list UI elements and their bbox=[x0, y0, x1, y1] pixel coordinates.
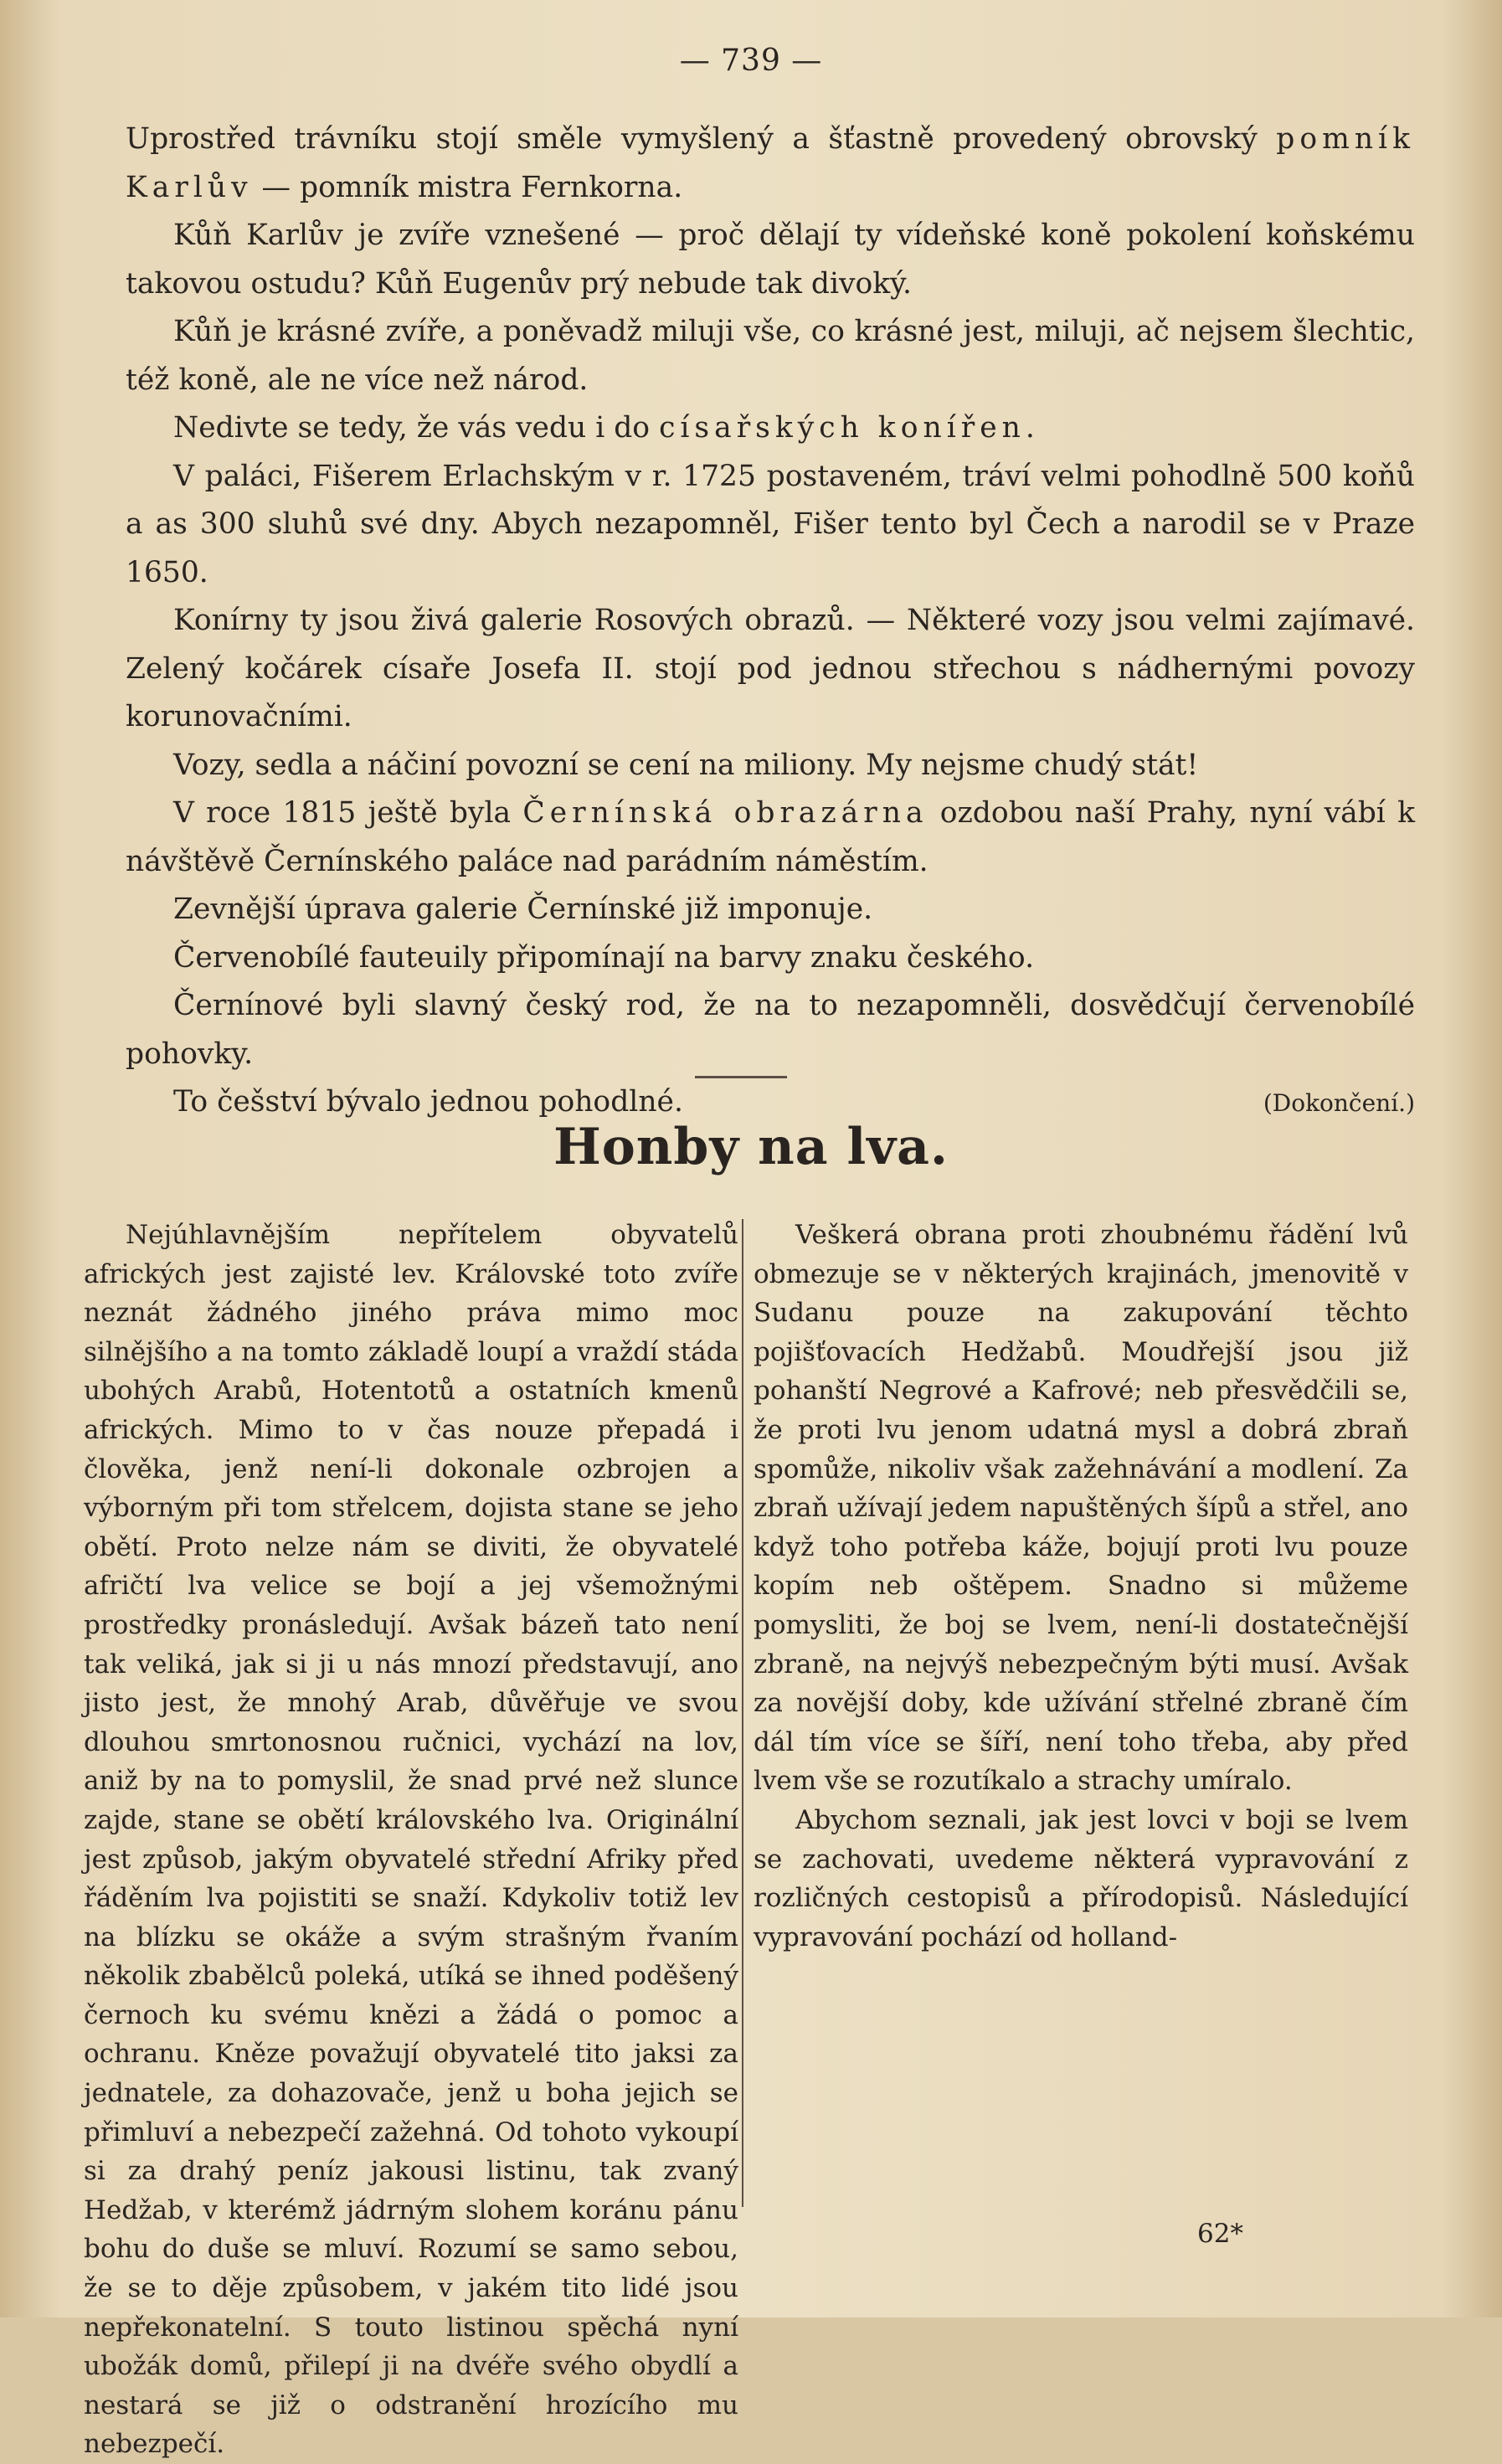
column-divider bbox=[742, 1219, 743, 2207]
paragraph: Vozy, sedla a náčiní povozní se cení na miliony. My nejsme chudý stát! bbox=[173, 748, 1199, 782]
spaced-emphasis: císařských konířen. bbox=[659, 411, 1040, 445]
text-run: Uprostřed trávníku stojí směle vymyšlený a šťastně provedený obrovský bbox=[126, 122, 1277, 156]
spaced-emphasis: Černínská obrazárna bbox=[522, 796, 928, 830]
paragraph bbox=[126, 790, 1415, 886]
paragraph: Zevnější úprava galerie Černínské již imponuje. bbox=[173, 892, 873, 926]
spaced-emphasis: pomník Karlův bbox=[126, 122, 1415, 204]
signature-mark: 62* bbox=[1197, 2219, 1243, 2249]
text-run: ozdobou naší Prahy, nyní vábí k návštěvě Černínského paláce nad parádním náměstím. bbox=[126, 796, 1415, 878]
paragraph bbox=[126, 404, 1415, 453]
paragraph: Konírny ty jsou živá galerie Rosových obrazů. — Některé vozy jsou velmi zajímavé. Zelený kočárek císaře Josefa II. stojí pod jednou střechou s nádhernými povozy korunovačními. bbox=[126, 604, 1415, 733]
text-run: — pomník mistra Fernkorna. bbox=[252, 170, 683, 204]
paragraph: Červenobílé fauteuily připomínají na barvy znaku českého. bbox=[173, 940, 1035, 975]
paragraph bbox=[126, 116, 1415, 212]
column-left bbox=[84, 1216, 738, 2464]
paragraph: Kůň Karlův je zvíře vznešené — proč dělají ty vídeňské koně pokolení koňskému takovou ostudu? Kůň Eugenův prý nebude tak divoký. bbox=[126, 219, 1415, 301]
paragraph: V paláci, Fišerem Erlachským v r. 1725 postaveném, tráví velmi pohodlně 500 koňů a as 300 sluhů své dny. Abych nezapomněl, Fišer tento byl Čech a narodil se v Praze 1650. bbox=[126, 459, 1415, 589]
article-continuation bbox=[126, 116, 1415, 1128]
section-divider bbox=[695, 1076, 787, 1078]
page-number: — 739 — bbox=[679, 44, 823, 78]
paragraph: Kůň je krásné zvíře, a poněvadž miluji vše, co krásné jest, miluji, ač nejsem šlechtic, též koně, ale ne více než národ. bbox=[126, 315, 1415, 397]
paragraph: Veškerá obrana proti zhoubnému řádění lvů obmezuje se v některých krajinách, jmenovitě v Sudanu pouze na zakupování těchto pojišťovacích Hedžabů. Moudřejší jsou již pohanští Negrové a Kafrové; neb přesvědčili se, že proti lvu jenom udatná mysl a dobrá zbraň spomůže, nikoliv však zažehnávání a modlení. Za zbraň užívají jedem napuštěných šípů a střel, ano když toho potřeba káže, bojují proti lvu pouze kopím neb oštěpem. Snadno si můžeme pomysliti, že boj se lvem, není-li dostatečnější zbraně, na nejvýš nebezpečným býti musí. Avšak za novější doby, kde užívání střelné zbraně čím dál tím více se šíří, není toho třeba, aby před lvem vše se rozutíkalo a strachy umíralo. bbox=[754, 1220, 1408, 1797]
paragraph: Nejúhlavnějším nepřítelem obyvatelů afrických jest zajisté lev. Královské toto zvíře neznát žádného jiného práva mimo moc silnějšího a na tomto základě loupí a vraždí stáda ubohých Arabů, Hotentotů a ostatních kmenů afrických. Mimo to v čas nouze přepadá i člověka, jenž není-li dokonale ozbrojen a výborným při tom střelcem, dojista stane se jeho obětí. Proto nelze nám se diviti, že obyvatelé afričtí lva velice se bojí a jej všemožnými prostředky pronásledují. Avšak bázeň tato není tak veliká, jak si ji u nás mnozí představují, ano jisto jest, že mnohý Arab, důvěřuje ve svou dlouhou smrtonosnou ručnici, vychází na lov, aniž by na to pomyslil, že snad prvé než slunce zajde, stane se obětí královského lva. Originální jest způsob, jakým obyvatelé střední Afriky před řáděním lva pojistiti se snaží. Kdykoliv totiž lev na blízku se okáže a svým strašným řvaním několik zbabělců poleká, utíká se ihned poděšený černoch ku svému knězi a žádá o pomoc a ochranu. Kněze považují obyvatelé tito jaksi za jednatele, za dohazovače, jenž u boha jejich se přimluví a nebezpečí zažehná. Od tohoto vykoupí si za drahý peníz jakousi listinu, tak zvaný Hedžab, v kterémž jádrným slohem koránu pánu bohu do duše se mluví. Rozumí se samo sebou, že se to děje způsobem, v jakém tito lidé jsou nepřekonatelní. S touto listinou spěchá nyní ubožák domů, přilepí ji na dvéře svého obydlí a nestará se již o odstranění hrozícího mu nebezpečí. bbox=[84, 1220, 738, 2460]
article-title: Honby na lva. bbox=[553, 1118, 949, 1176]
closing-line: To češství bývalo jednou pohodlné. bbox=[173, 1085, 683, 1119]
paragraph: Černínové byli slavný český rod, že na to nezapomněli, dosvědčují červenobílé pohovky. bbox=[126, 989, 1415, 1071]
column-right bbox=[754, 1216, 1408, 1957]
paragraph: Abychom seznali, jak jest lovci v boji se lvem se zachovati, uvedeme některá vypravování z rozličných cestopisů a přírodopisů. Následující vypravování pochází od holland- bbox=[754, 1804, 1408, 1952]
text-run: Nedivte se tedy, že vás vedu i do bbox=[173, 411, 660, 445]
to-be-continued-note: (Dokončení.) bbox=[1263, 1089, 1415, 1117]
text-run: V roce 1815 ještě byla bbox=[173, 796, 523, 830]
